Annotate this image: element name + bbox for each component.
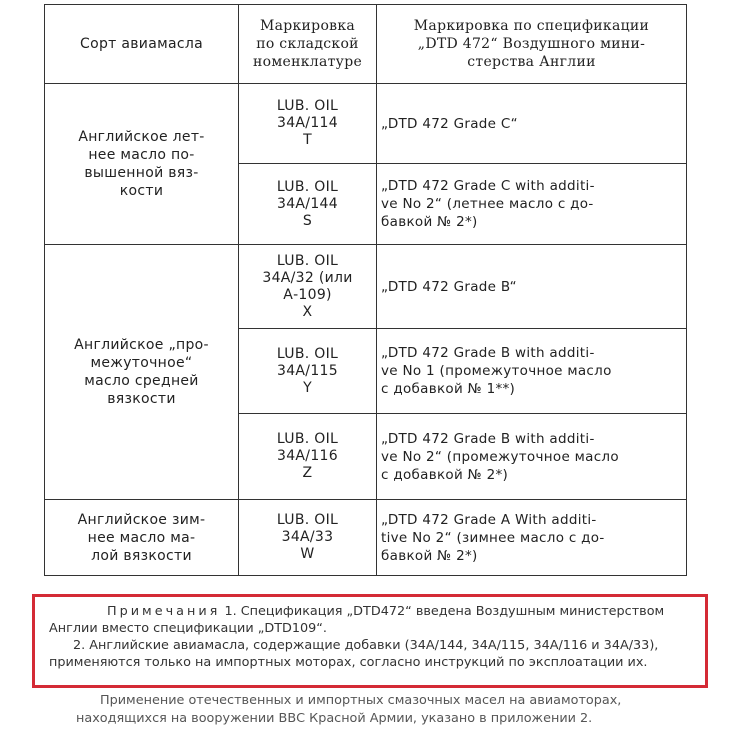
footer-text: Применение отечественных и импортных смазочных масел на авиамоторах, находящихся на вооружении ВВС Красной Армии, указано в приложении 2. (76, 693, 622, 726)
table-header-row (45, 5, 687, 84)
note-2: 2. Английские авиамасла, содержащие добавки (34A/144, 34A/115, 34A/116 и 34A/33), применяются только на импортных моторах, согласно инструкций по эксплоатации их. (49, 638, 659, 670)
spec-cell: „DTD 472 Grade A With additi- tive No 2“ (зимнее масло с до- бавкой № 2*) (377, 500, 687, 576)
spec-cell: „DTD 472 Grade C with additi- ve No 2“ (летнее масло с до- бавкой № 2*) (377, 164, 687, 245)
spec-cell: „DTD 472 Grade B“ (377, 245, 687, 329)
sort-cell-intermediate: Английское „про- межуточное“ масло средней вязкости (45, 245, 239, 500)
oil-marking-table (44, 4, 687, 576)
sort-cell-winter: Английское зим- нее масло ма- лой вязкости (45, 500, 239, 576)
marking-cell: LUB. OIL 34A/115 Y (239, 329, 377, 414)
note-1-text: 1. Спецификация „DTD472“ введена Воздушным министерством Англии вместо спецификации „DTD109“. (49, 604, 665, 636)
table-row (45, 84, 687, 164)
header-spec: Маркировка по спецификации „DTD 472“ Воздушного мини- стерства Англии (377, 5, 687, 84)
spec-cell: „DTD 472 Grade B with additi- ve No 2“ (промежуточное масло с добавкой № 2*) (377, 414, 687, 500)
spec-cell: „DTD 472 Grade C“ (377, 84, 687, 164)
spec-cell: „DTD 472 Grade B with additi- ve No 1 (промежуточное масло с добавкой № 1**) (377, 329, 687, 414)
notes-highlight-box (32, 594, 708, 688)
marking-cell: LUB. OIL 34A/116 Z (239, 414, 377, 500)
header-sort: Сорт авиамасла (45, 5, 239, 84)
table-row (45, 245, 687, 329)
table-row (45, 500, 687, 576)
footer-paragraph (76, 692, 686, 728)
header-marking: Маркировка по складской номенклатуре (239, 5, 377, 84)
marking-cell: LUB. OIL 34A/33 W (239, 500, 377, 576)
notes-heading: Примечания (107, 604, 221, 619)
sort-cell-summer: Английское лет- нее масло по- вышенной вяз- кости (45, 84, 239, 245)
marking-cell: LUB. OIL 34A/144 S (239, 164, 377, 245)
note-1 (49, 603, 695, 637)
marking-cell: LUB. OIL 34A/114 T (239, 84, 377, 164)
marking-cell: LUB. OIL 34A/32 (или А-109) X (239, 245, 377, 329)
